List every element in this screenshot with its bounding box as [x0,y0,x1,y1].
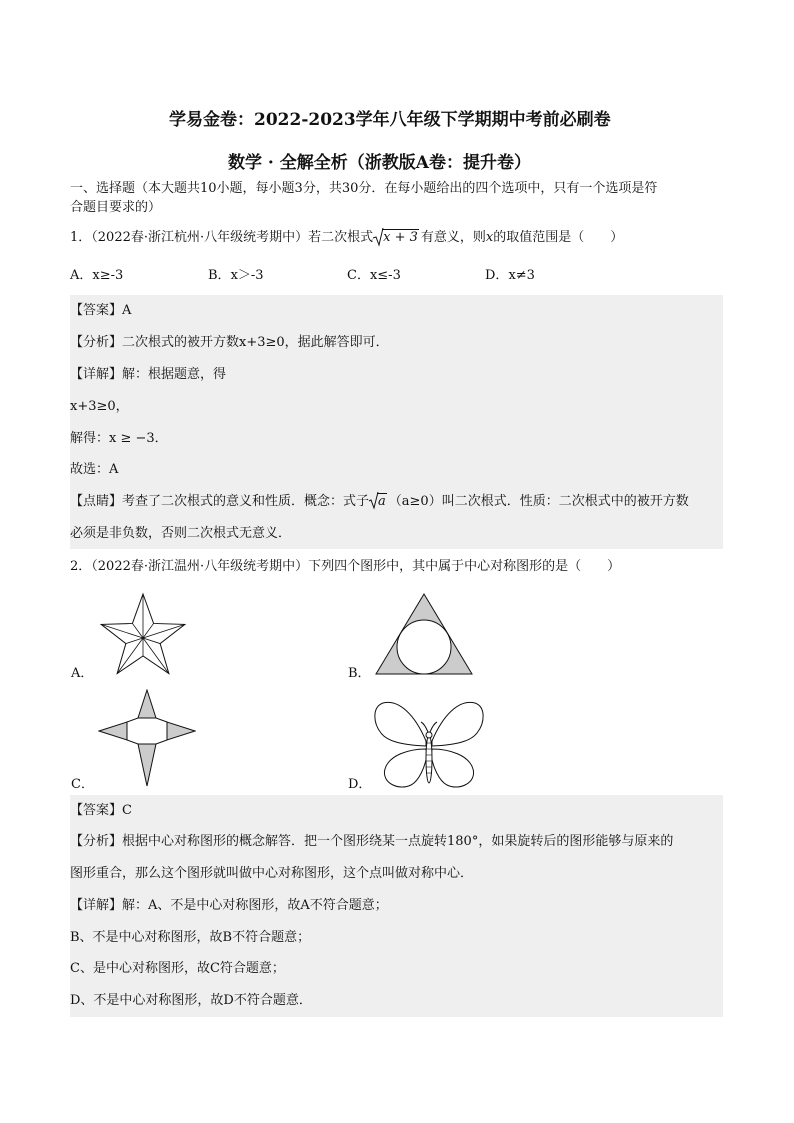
q1-answer: 【答案】A [70,303,132,318]
q1-option-b [208,268,264,284]
q2-stem: 2．（2022春·浙江温州·八年级统考期中）下列四个图形中，其中属于中心对称图形的是（ ） [70,559,621,574]
figure-b-triangle-circle [374,592,474,678]
figure-d-butterfly [371,697,487,793]
q1-option-a [70,268,123,284]
section-heading-line1: 一、选择题（本大题共10小题，每小题3分，共30分．在每小题给出的四个选项中，只有一个选项是符 [70,181,658,196]
figure-d-label: D． [348,777,372,792]
figure-b-label: B． [348,666,371,681]
q1-step2: 解得：x ≥ −3． [70,431,168,446]
option-text: x≤-3 [369,268,401,283]
q1-comment-b: （a≥0）叫二次根式．性质：二次根式中的被开方数 [388,494,689,509]
q1-stem-after: 有意义，则 [420,230,486,245]
q1-comment-radicand: a [378,494,386,509]
q1-comment-line1 [70,494,689,510]
page-subtitle: 数学 · 全解全析（浙教版A卷：提升卷） [228,153,531,173]
q1-step1: x+3≥0， [70,399,129,414]
figure-a-label: A． [71,666,94,681]
q1-detail: 【详解】解：根据题意，得 [70,367,227,382]
option-label: C． [347,268,370,283]
q2-detail-line2: B、不是中心对称图形，故B不符合题意； [70,930,311,945]
q1-choice: 故选：A [70,462,119,477]
figure-c-label: C． [71,777,94,792]
q1-radicand: x + 3 [383,230,418,245]
q2-detail-line1: 【详解】解：A、不是中心对称图形，故A不符合题意； [70,898,388,913]
q2-detail-line3: C、是中心对称图形，故C符合题意； [70,961,285,976]
q1-solution-block [70,295,723,549]
option-text: x＞-3 [230,268,264,283]
option-text: x≥-3 [92,268,124,283]
q1-comment-line2: 必须是非负数，否则二次根式无意义． [70,526,292,541]
q1-analysis: 【分析】二次根式的被开方数x+3≥0，据此解答即可． [70,335,389,350]
q1-stem [70,230,623,246]
q2-analysis-line2: 图形重合，那么这个图形就叫做中心对称图形，这个点叫做对称中心． [70,866,474,881]
q1-option-c [347,268,401,284]
q1-radical [373,230,419,246]
radical-sign-icon [368,491,379,510]
q2-answer: 【答案】C [70,803,132,818]
q1-stem-before: 1．（2022春·浙江杭州·八年级统考期中）若二次根式 [70,230,374,245]
figure-a-star [96,590,190,676]
q1-stem-end: 的取值范围是（ ） [493,230,624,245]
option-label: D． [485,268,509,283]
q1-comment-radical [369,494,387,510]
q1-comment-a: 【点睛】考查了二次根式的意义和性质．概念：式子 [70,494,370,509]
radical-sign-icon [372,227,384,247]
q2-analysis-line1: 【分析】根据中心对称图形的概念解答．把一个图形绕某一点旋转180°，如果旋转后的图形能够与原来的 [70,834,674,849]
q2-detail-line4: D、不是中心对称图形，故D不符合题意． [70,993,312,1008]
page-title: 学易金卷：2022-2023学年八年级下学期期中考前必刷卷 [169,110,611,130]
figure-c-four-point-star [98,689,196,787]
q1-option-d [485,268,535,284]
option-label: B． [208,268,231,283]
q1-var: x [485,230,494,245]
section-heading-line2: 合题目要求的） [70,200,162,215]
option-text: x≠3 [508,268,535,283]
option-label: A． [70,268,93,283]
